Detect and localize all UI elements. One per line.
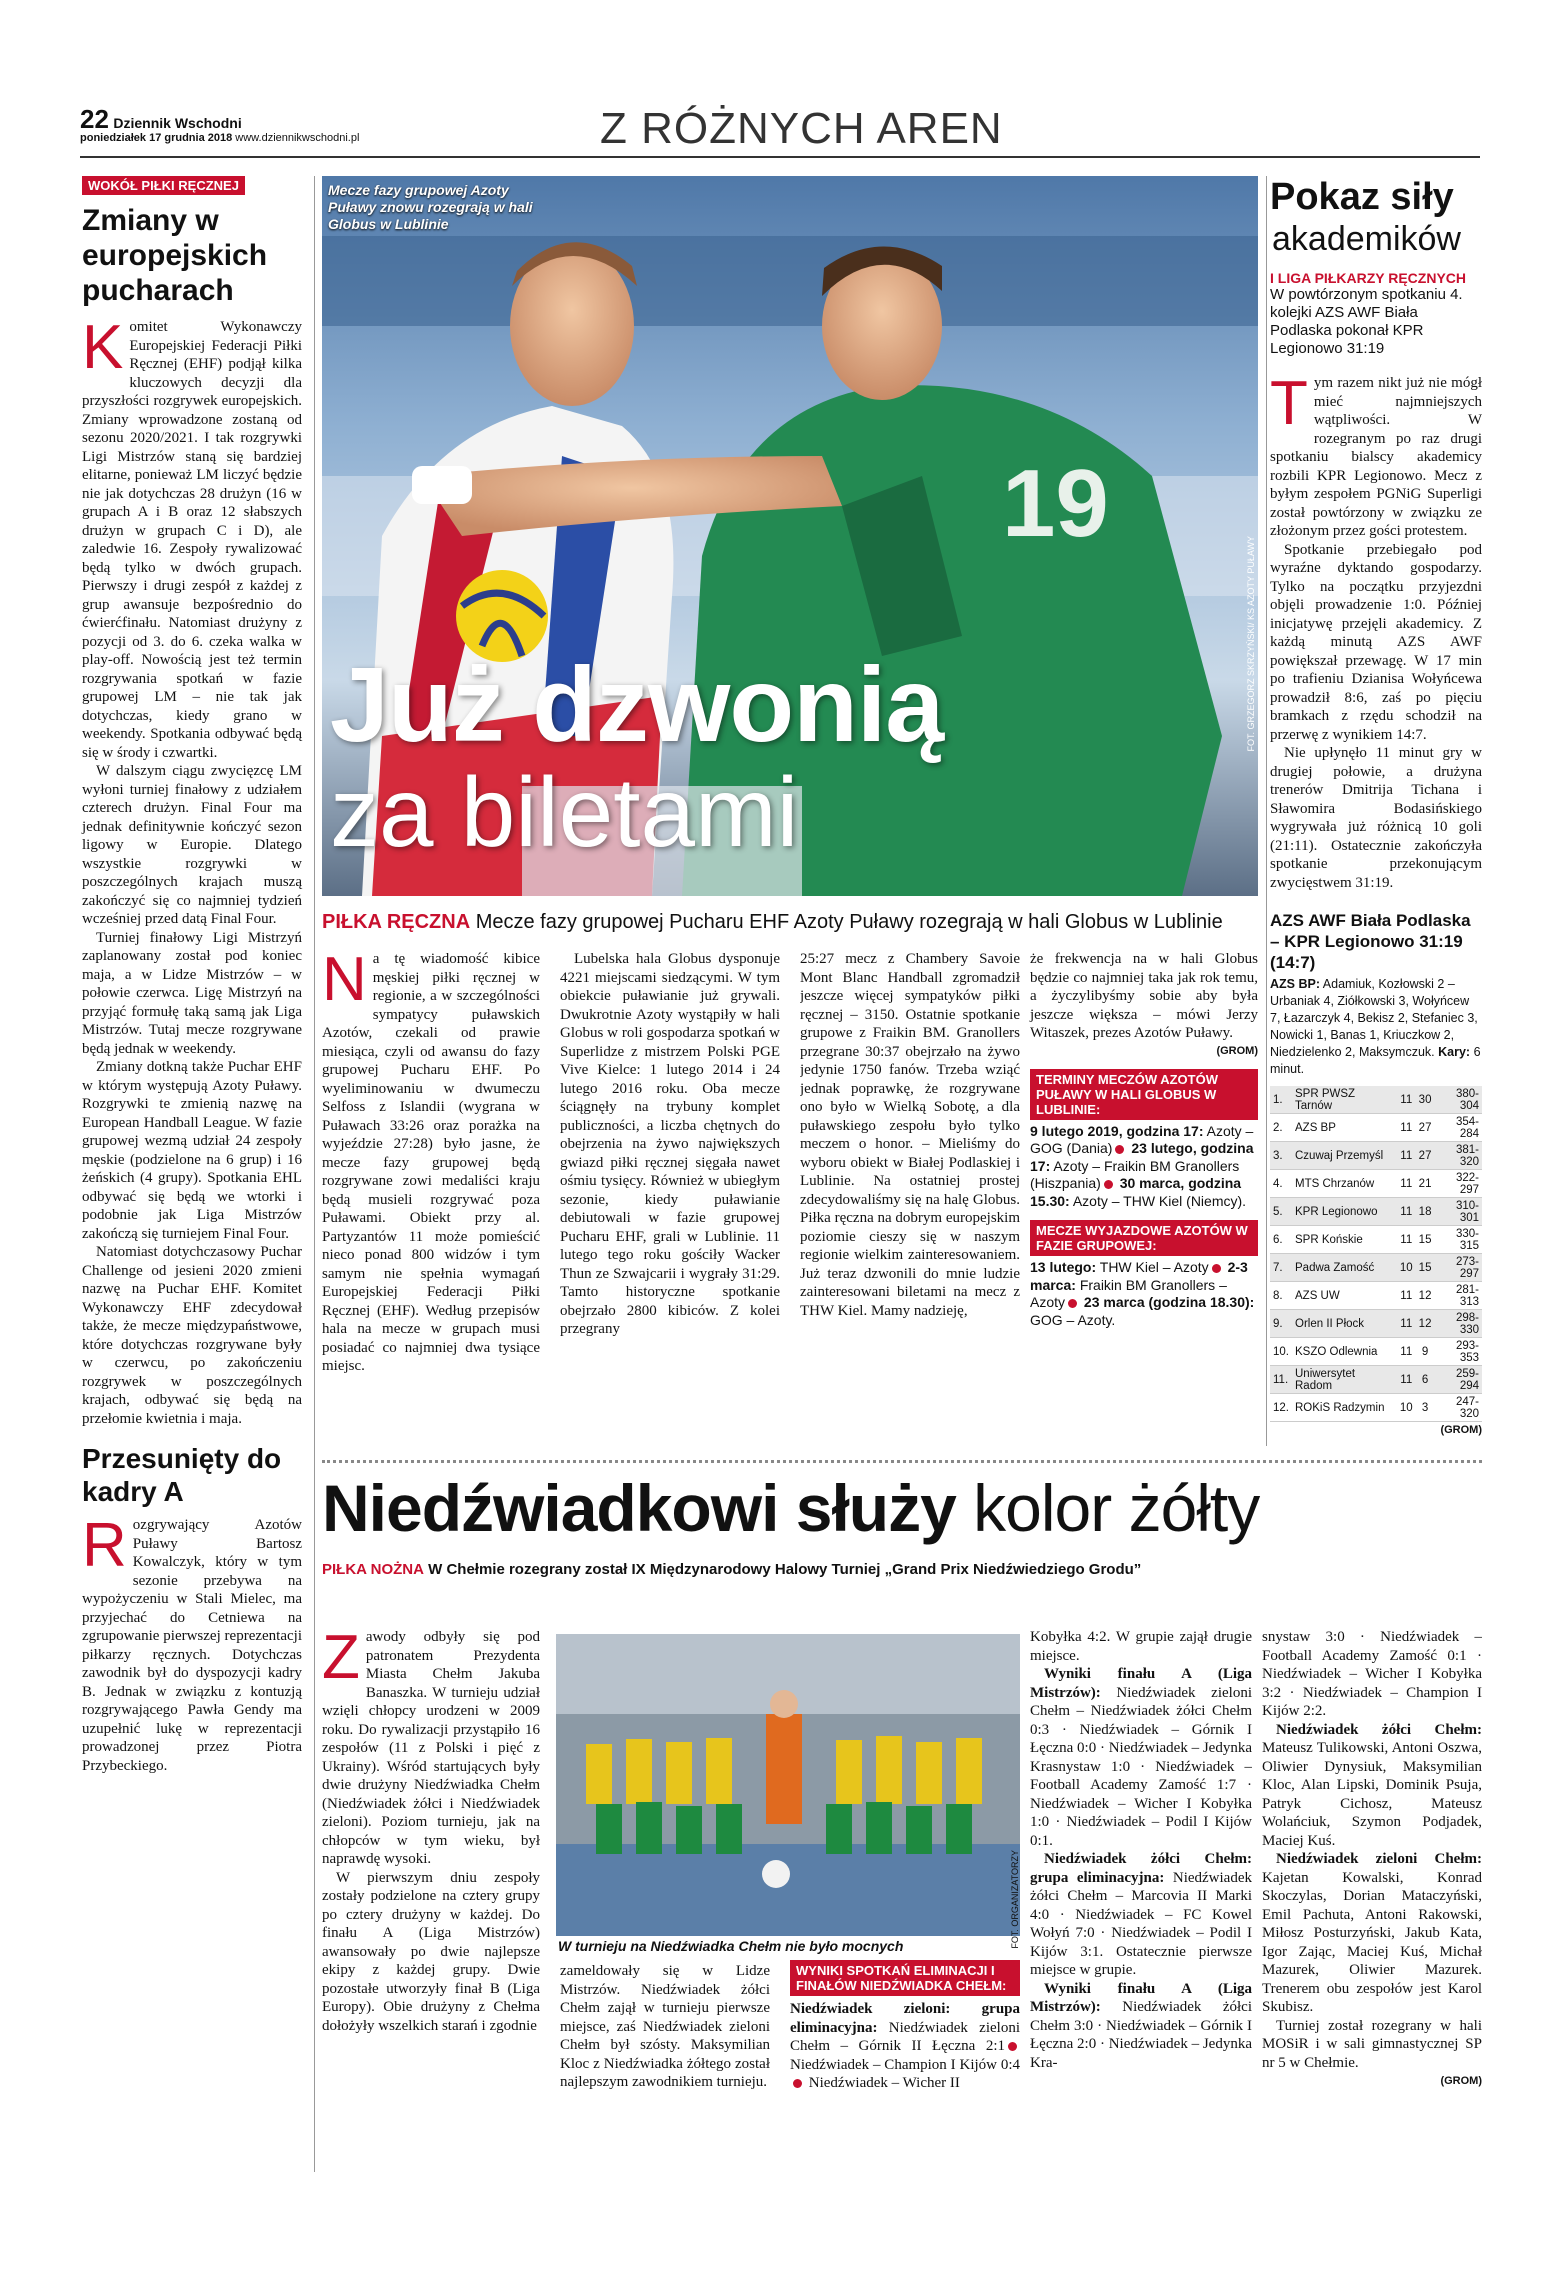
bottom-lead-text: W Chełmie rozegrany został IX Międzynarodowy Halowy Turniej „Grand Prix Niedźwiedziego Grodu” (428, 1561, 1142, 1578)
term-date: 30 marca, godzina 15.30: (1030, 1175, 1242, 1209)
bullet-icon (1008, 2042, 1017, 2051)
lineup-label: AZS BP: (1270, 977, 1320, 991)
table-cell: KSZO Odlewnia (1292, 1338, 1397, 1366)
paragraph: a tę wiadomość kibice męskiej piłki ręcznej w regionie, a w szczególności sympatycy puławskich Azotów, czekali od prawie miesiąca, czyli od awansu do fazy grupowej Pucharu EHF. Po wyeliminowaniu w dwumeczu Selfoss z Islandii (wygrana w Puławach 33:26 oraz porażka na wyjeździe 27:28) było jasne, że mecze fazy grupowej będą rozgrywane zowi medaliści kraju będą musieli rozgrywać poza Puławami. Obiekt przy al. Partyzantów 11 może pomieścić nieco ponad 800 widzów i tym samym nie spełnia wymagań Europejskiej Federacji Piłki Ręcznej (EHF). Według przepisów hala na mecze w grupach musi posiadać co najmniej dwa tysiące miejsc. (322, 951, 540, 1374)
table-cell: ROKiS Radzymin (1292, 1394, 1397, 1422)
table-row (1270, 1114, 1482, 1142)
main-col-3 (800, 950, 1020, 1490)
bottom-headline-light: kolor żółty (973, 1471, 1260, 1545)
term-match: GOG – Azoty. (1030, 1311, 1116, 1328)
term-date: 13 lutego: (1030, 1259, 1097, 1275)
box-away-title: MECZE WYJAZDOWE AZOTÓW W FAZIE GRUPOWEJ: (1030, 1220, 1258, 1256)
squad-label: Niedźwiadek żółci Chełm: (1276, 1721, 1482, 1738)
results-group: grupa eliminacyjna: (790, 2001, 1020, 2036)
paragraph: snystaw 3:0 · Niedźwiadek – Football Academy Zamość 0:1 · Niedźwiadek – Wicher I Kobyłka 3:2 · Niedźwiadek – Champion I Kijów 2:2. (1262, 1629, 1482, 1719)
table-cell: 322-297 (1434, 1170, 1482, 1198)
table-cell: SPR PWSZ Tarnów (1292, 1086, 1397, 1114)
table-cell: 7. (1270, 1254, 1292, 1282)
table-cell: 10. (1270, 1338, 1292, 1366)
section-title: Z RÓŻNYCH AREN (600, 104, 1003, 153)
main-col-4 (1030, 950, 1258, 1329)
box-terms (1030, 1123, 1258, 1211)
team-photo (556, 1634, 1020, 1936)
page-header (80, 102, 1480, 158)
signature: (GROM) (1216, 1044, 1258, 1057)
right-headline: Pokaz siły (1270, 176, 1454, 218)
table-cell: AZS UW (1292, 1282, 1397, 1310)
right-tag: I LIGA PIŁKARZY RĘCZNYCH (1270, 270, 1467, 286)
paragraph: Turniej finałowy Ligi Mistrzyń zaplanowany został pod koniec maja, a w Lidze Mistrzów – w połowie czerwca. Ligę Mistrzyń na przyjąć formułę taką samą jak Liga Mistrzów. Tutaj mecze rozgrywane będą jednak w weekendy. (82, 929, 302, 1057)
table-cell: 30 (1416, 1086, 1435, 1114)
main-lead (322, 910, 1258, 934)
table-cell: 2. (1270, 1114, 1292, 1142)
table-cell: 11 (1397, 1142, 1416, 1170)
bottom-headline-bold: Niedźwiadkowi służy (322, 1471, 956, 1545)
table-cell: 10 (1397, 1254, 1416, 1282)
term-date: 23 marca (godzina 18.30): (1083, 1294, 1255, 1310)
table-cell: 12 (1416, 1310, 1435, 1338)
penalty-text: 6 minut. (1270, 1045, 1481, 1076)
term-date: 2-3 marca: (1030, 1259, 1248, 1293)
paragraph: że frekwencja na w hali Globus będzie co najmniej taka jak rok temu, a życzylibyśmy sobie aby była jeszcze większa – mówi Jerzy Witaszek, prezes Azotów Puławy. (1030, 951, 1258, 1041)
dropcap: K (82, 313, 124, 382)
box-terms-title: TERMINY MECZÓW AZOTÓW PUŁAWY W HALI GLOBUS W LUBLINIE: (1030, 1069, 1258, 1120)
table-row (1270, 1394, 1482, 1422)
bullet-icon (1068, 1299, 1077, 1308)
article-headline: Zmiany w europejskich pucharach (82, 204, 268, 307)
table-row (1270, 1170, 1482, 1198)
penalty-label: Kary: (1438, 1045, 1471, 1059)
table-row (1270, 1142, 1482, 1170)
table-cell: 330-315 (1434, 1226, 1482, 1254)
main-headline-line1: Już dzwonią (330, 646, 944, 764)
squad-label: Niedźwiadek zieloni Chełm: (1276, 1851, 1482, 1867)
bottom-lead (322, 1560, 1482, 1580)
main-col-2 (560, 950, 780, 1490)
table-cell: 11 (1397, 1170, 1416, 1198)
finals-text: Niedźwiadek zieloni Chełm – Niedźwiadek żółci Chełm 0:3 · Niedźwiadek – Górnik I Łęczna 0:0 · Niedźwiadek – Jedynka Krasnystaw 1:0 · Niedźwiadek – Football Academy Zamość 1:7 · Niedźwiadek – Wicher I Kobyłka 1:0 · Niedźwiadek – Podil I Kijów 0:1. (1030, 1684, 1252, 1849)
table-cell: MTS Chrzanów (1292, 1170, 1397, 1198)
signature: (GROM) (1440, 1424, 1482, 1436)
left-column (82, 176, 302, 1775)
table-cell: 21 (1416, 1170, 1435, 1198)
result-title: AZS AWF Biała Podlaska – KPR Legionowo 31:19 (14:7) (1270, 911, 1471, 972)
results-sub: Niedźwiadek zieloni: (790, 2001, 951, 2017)
table-cell: 15 (1416, 1254, 1435, 1282)
lineup (1270, 976, 1482, 1078)
table-row (1270, 1198, 1482, 1226)
finals-text: Niedźwiadek żółci Chełm 3:0 · Niedźwiadek – Górnik I Łęczna 2:0 · Niedźwiadek – Jedynka Kra- (1030, 1999, 1252, 2071)
site-url: www.dziennikwschodni.pl (235, 132, 360, 144)
photo-caption: Mecze fazy grupowej Azoty Puławy znowu rozegrają w hali Globus w Lublinie (328, 182, 533, 232)
table-cell: 293-353 (1434, 1338, 1482, 1366)
bullet-icon (1212, 1264, 1221, 1273)
paragraph: ozgrywający Azotów Puławy Bartosz Kowalczyk, który w tym sezonie przebywa na wypożyczeniu w Stali Mielec, ma przyjechać do Cetniewa na zgrupowanie pierwszej reprezentacji piłkarzy ręcznych. Dotychczas zawodnik był do dyspozycji kadry B. Jednak w związku z kontuzją rozgrywającego Pawła Gendy ma uzupełnić lukę w reprezentacji prowadzonej przez Piotra Przybeckiego. (82, 1517, 302, 1774)
table-cell: SPR Końskie (1292, 1226, 1397, 1254)
paragraph: awody odbyły się pod patronatem Prezydenta Miasta Chełm Jakuba Banaszka. W turnieju udział wzięli chłopcy urodzeni w 2009 roku. Do rywalizacji przystąpiło 16 zespołów (11 z Polski i pięć z Ukrainy). Wśród startujących były dwie drużyny Niedźwiadka Chełm (Niedźwiadek żółci i Niedźwiadek zieloni). Poziom turnieju, jak na chłopców w tym wieku, był naprawdę wysoki. (322, 1629, 540, 1867)
paragraph: Natomiast dotychczasowy Puchar Challenge od jesieni 2020 zmieni nazwę na Puchar EHF. Komitet Wykonawczy EHF zdecydował także, że mecze międzypaństwowe, które dotychczas rozgrywane były w czerwcu, po zakończeniu rozgrywek w poszczególnych krajach, odbywać się będą na przełomie kwietnia i maja. (82, 1244, 302, 1427)
term-match: THW Kiel – Azoty (1099, 1259, 1209, 1275)
table-cell: 259-294 (1434, 1366, 1482, 1394)
paragraph: ym razem nikt już nie mógł mieć najmniejszych wątpliwości. W rozegranym po raz drugi spotkaniu bialscy akademicy rozbili KPR Legionowo. Mecz z byłym zespołem PGNiG Superligi został powtórzony w związku ze złożonym przez gości protestem. (1270, 375, 1482, 539)
table-row (1270, 1310, 1482, 1338)
bullet-icon (793, 2079, 802, 2088)
dropcap: N (322, 950, 367, 1014)
table-cell: 11 (1397, 1366, 1416, 1394)
issue-date: poniedziałek 17 grudnia 2018 (80, 132, 233, 144)
table-cell: 310-301 (1434, 1198, 1482, 1226)
main-photo (322, 176, 1258, 896)
table-cell: Czuwaj Przemyśl (1292, 1142, 1397, 1170)
table-cell: AZS BP (1292, 1114, 1397, 1142)
paragraph: Spotkanie przebiegało pod wyraźne dyktando gospodarzy. Tylko na początku przyjezdni objęli prowadzenie 1:0. Później inicjatywę przejęli akademicy. Z każdą minutą AZS AWF powiększał przewagę. W 17 min po trafieniu Dzianisa Wołyńcewa prowadził 8:6, zaś po pięciu bramkach z rzędu schodził na przerwę z wynikiem 14:7. (1270, 541, 1482, 743)
bottom-col-3 (1030, 1628, 1252, 2168)
dropcap: R (82, 1511, 127, 1580)
main-lead-text: Mecze fazy grupowej Pucharu EHF Azoty Puławy rozegrają w hali Globus w Lublinie (475, 911, 1223, 933)
table-cell: 247-320 (1434, 1394, 1482, 1422)
table-row (1270, 1282, 1482, 1310)
league-table (1270, 1086, 1482, 1422)
section-tag: WOKÓŁ PIŁKI RĘCZNEJ (82, 176, 245, 195)
dropcap: Z (322, 1628, 360, 1692)
table-row (1270, 1226, 1482, 1254)
bottom-col-2 (560, 1962, 770, 2092)
term-date: 23 lutego, godzina 17: (1030, 1140, 1254, 1174)
term-match: Azoty – THW Kiel (Niemcy). (1072, 1192, 1247, 1209)
paragraph: 25:27 mecz z Chambery Savoie Mont Blanc Handball zgromadził jeszcze więcej sympatyków piłki ręcznej – 3150. Ostatnie spotkanie grupowe z Fraikin BM. Granollers przegrane 30:37 obejrzało na żywo jedynie 1750 fanów. Trzeba wziąć jednak poprawkę, że rozgrywane ono było w Wielką Sobotę, a dla puławskiego zespołu było tylko meczem o honor. – Mieliśmy do wyboru obiekt w Białej Podlaskiej i Lublinie. Na ostatniej prostej zdecydowaliśmy się na halę Globus. Piłka ręczna na dobrym europejskim poziomie cieszy się w naszym regionie wielkim zainteresowaniem. Już teraz dzwonili do mnie ludzie zainteresowani biletami na mecz z THW Kiel. Mamy nadzieję, (800, 951, 1020, 1319)
table-row (1270, 1338, 1482, 1366)
paragraph: zameldowały się w Lidze Mistrzów. Niedźwiadek żółci Chełm zajął w turnieju pierwsze miejsce, zaś Niedźwiadek zieloni Chełm był szósty. Maksymilian Kloc z Niedźwiadka żółtego został najlepszym zawodnikiem turnieju. (560, 1963, 770, 2090)
table-cell: 11 (1397, 1226, 1416, 1254)
table-cell: 10 (1397, 1394, 1416, 1422)
right-headline-sub: akademików (1272, 220, 1461, 258)
table-cell: 381-320 (1434, 1142, 1482, 1170)
page-number: 22 (80, 104, 109, 134)
paragraph: Zmiany dotkną także Puchar EHF w którym występują Azoty Puławy. Rozgrywki te zmienią nazwę na European Handball League. W fazie grupowej wezmą udział 24 zespoły męskie (podzielone na 6 grup) i 16 żeńskich (4 grupy). Spotkania EHL odbywać się będą we wtorki i podobnie jak Liga Mistrzów zakończą się turniejem Final Four. (82, 1059, 302, 1242)
table-cell: 1. (1270, 1086, 1292, 1114)
bullet-icon (1115, 1145, 1124, 1154)
table-cell: 11 (1397, 1114, 1416, 1142)
table-cell: Padwa Zamość (1292, 1254, 1397, 1282)
paragraph: W dalszym ciągu zwycięzcę LM wyłoni turniej finałowy z udziałem czterech drużyn. Final Four ma jednak definitywnie kończyć sezon ligowy w Europie. Dlatego wszystkie rozgrywki w poszczególnych krajach muszą zakończyć się co najmniej tydzień wcześniej przed datą Final Four. (82, 763, 302, 927)
paragraph: omitet Wykonawczy Europejskiej Federacji Piłki Ręcznej (EHF) podjął kilka kluczowych decyzji dla przyszłości rozgrywek europejskich. Zmiany wprowadzone zostaną od sezonu 2020/2021. I tak rozgrywki Ligi Mistrzów staną się bardziej elitarne, ponieważ LM liczyć będzie nie jak dotychczas 28 drużyn (16 w grupach A i B oraz 12 słabszych drużyn w grupach C i D), ale zaledwie 16. Zespoły rywalizować będą tylko w dwóch grupach. Pierwszy i drugi zespół z każdej z grup awansuje bezpośrednio do ćwierćfinału. Natomiast drużyny z pozycji od 3. do 6. czeka walka w play-off. Nowością jest też termin rozgrywania spotkań w fazie grupowej LM – nie tak jak dotychczas, kiedy grano w weekendy. Spotkania odbywać będą się w środy i czwartki. (82, 319, 302, 761)
table-cell: 298-330 (1434, 1310, 1482, 1338)
finals-label: Wyniki finału A (Liga Mistrzów): (1030, 1666, 1252, 1701)
table-cell: Uniwersytet Radom (1292, 1366, 1397, 1394)
term-match: Azoty – Fraikin BM Granollers (Hiszpania) (1030, 1157, 1240, 1191)
bottom-col-1 (322, 1628, 540, 2158)
results-text: Niedźwiadek zieloni Chełm – Górnik II Łęczna 2:1 (790, 2019, 1021, 2054)
table-cell: 6 (1416, 1366, 1435, 1394)
paragraph: Turniej został rozegrany w hali MOSiR i w sali gimnastycznej SP nr 5 w Chełmie. (1262, 2017, 1482, 2071)
bottom-col-4 (1262, 1628, 1482, 2168)
bullet-icon (1104, 1180, 1113, 1189)
table-cell: 9 (1416, 1338, 1435, 1366)
right-lead: W powtórzonym spotkaniu 4. kolejki AZS AWF Biała Podlaska pokonał KPR Legionowo 31:19 (1270, 286, 1463, 357)
team-photo-caption: W turnieju na Niedźwiadka Chełm nie było mocnych (558, 1938, 904, 1954)
results-text: Niedźwiadek – Champion I Kijów 0:4 (790, 2056, 1020, 2073)
results-text: Niedźwiadek – Wicher II (808, 2075, 960, 2091)
team-photo-image (556, 1634, 1020, 1936)
term-match: Fraikin BM Granollers – Azoty (1030, 1276, 1227, 1310)
paragraph: W pierwszym dniu zespoły zostały podzielone na cztery grupy po cztery drużyny w każdej. Do finału A (Liga Mistrzów) awansowały po dwie najlepsze ekipy z każdej grupy. Dwie pozostałe utworzyły finał B (Liga Europy). Obie drużyny z Chełma dołożyły wszelkich starań i zgodnie (322, 1869, 540, 2034)
bottom-kicker: PIŁKA NOŻNA (322, 1561, 424, 1578)
right-column (1270, 176, 1482, 1436)
table-cell: 3 (1416, 1394, 1435, 1422)
table-row (1270, 1254, 1482, 1282)
table-cell: 11 (1397, 1310, 1416, 1338)
table-cell: 11 (1397, 1198, 1416, 1226)
paragraph: Lubelska hala Globus dysponuje 4221 miejscami siedzącymi. W tym obiekcie puławianie już grywali. Dwukrotnie Azoty wystąpiły w hali Globus w roli gospodarza spotkań w Superlidze z mistrzem Polski PGE Vive Kielce: 1 lutego 2014 i 24 lutego 2016 roku. Oba mecze ściągnęły na trybuny komplet publiczności, a liczba chętnych do obejrzenia na żywo największych gwiazd piłki ręcznej sięgała nawet ośmiu tysięcy. Również w ubiegłym sezonie, kiedy puławianie debiutowali w fazie grupowej Pucharu EHF, grali w Lublinie. 11 lutego tego roku gościły Wacker Thun ze Szwajcarii i wygrały 31:29. Tamto historyczne spotkanie obejrzało 2800 kibiców. Z kolei przegrany (560, 951, 780, 1337)
table-row (1270, 1366, 1482, 1394)
table-cell: 3. (1270, 1142, 1292, 1170)
table-cell: 354-284 (1434, 1114, 1482, 1142)
squad-text: Kajetan Kowalski, Konrad Skoczylas, Dorian Mataczyński, Emil Pachuta, Antoni Rakowski, Miłosz Posturzyński, Jakub Kata, Igor Zając, Maciej Kuś, Michał Mazurek, Oliwier Mazurek. Trenerem obu zespołów jest Karol Skubisz. (1262, 1869, 1482, 2015)
bottom-headline (322, 1468, 1482, 1548)
table-cell: 5. (1270, 1198, 1292, 1226)
main-col-1 (322, 950, 540, 1490)
table-cell: 11 (1397, 1282, 1416, 1310)
team-photo-credit: FOT. ORGANIZATORZY (1010, 1850, 1020, 1949)
table-cell: 9. (1270, 1310, 1292, 1338)
main-headline-line2: za biletami (330, 757, 799, 867)
table-row (1270, 1086, 1482, 1114)
table-cell: 6. (1270, 1226, 1292, 1254)
table-cell: 11. (1270, 1366, 1292, 1394)
term-match: Azoty – GOG (Dania) (1030, 1122, 1254, 1156)
squad-text: Mateusz Tulikowski, Antoni Oszwa, Oliwier Dynysiuk, Maksymilian Kloc, Alan Lipski, Dominik Psuja, Patryk Cichosz, Mateusz Wolańciuk, Szymon Podjadek, Maciej Kuś. (1262, 1740, 1482, 1849)
table-cell: KPR Legionowo (1292, 1198, 1397, 1226)
dropcap: T (1270, 369, 1308, 438)
signature: (GROM) (1440, 2075, 1482, 2087)
term-date: 9 lutego 2019, godzina 17: (1030, 1122, 1204, 1139)
sub-headline: Przesunięty do kadry A (82, 1443, 282, 1507)
table-cell: 15 (1416, 1226, 1435, 1254)
box-away (1030, 1259, 1258, 1329)
photo-credit: FOT. GRZEGORZ SKRZYŃSKI/ KS AZOTY PUŁAWY (1246, 536, 1256, 752)
table-cell: 11 (1397, 1338, 1416, 1366)
table-cell: 281-313 (1434, 1282, 1482, 1310)
paragraph: Nie upłynęło 11 minut gry w drugiej połowie, a drużyna trenerów Dmitrija Tichana i Sławomira Bodasińskiego wygrywała już różnicą 10 goli (21:11). Ostatecznie zakończyła spotkanie przekonującym zwycięstwem 31:19. (1270, 745, 1482, 891)
table-cell: 27 (1416, 1114, 1435, 1142)
finals-label: Wyniki finału A (Liga Mistrzów): (1030, 1980, 1252, 2015)
bottom-results-box (790, 1960, 1020, 2093)
main-kicker: PIŁKA RĘCZNA (322, 911, 471, 933)
table-cell: 12. (1270, 1394, 1292, 1422)
lineup-text: Adamiuk, Kozłowski 2 – Urbaniak 4, Ziółkowski 3, Wołyńcew 7, Łazarczyk 4, Bekisz 2, Stefaniec 3, Nowicki 1, Banas 1, Kriuczkow 2, Niedzielenko 2, Maksymczuk. (1270, 977, 1478, 1059)
group-text: Niedźwiadek żółci Chełm – Marcovia II Marki 4:0 · Niedźwiadek – FC Kowel Wołyń 7:0 · Niedźwiadek – Podil I Kijów 3:1. Ostatecznie pierwsze miejsce w grupie. (1030, 1869, 1252, 1978)
table-cell: Orlen II Płock (1292, 1310, 1397, 1338)
table-cell: 273-297 (1434, 1254, 1482, 1282)
table-cell: 380-304 (1434, 1086, 1482, 1114)
table-cell: 27 (1416, 1142, 1435, 1170)
paragraph: Kobyłka 4:2. W grupie zajął drugie miejsce. (1030, 1629, 1252, 1664)
paper-name: Dziennik Wschodni (113, 115, 242, 131)
table-cell: 18 (1416, 1198, 1435, 1226)
table-cell: 4. (1270, 1170, 1292, 1198)
table-cell: 12 (1416, 1282, 1435, 1310)
table-cell: 11 (1397, 1086, 1416, 1114)
table-cell: 8. (1270, 1282, 1292, 1310)
group-label: Niedźwiadek żółci Chełm: grupa eliminacyjna: (1030, 1851, 1252, 1886)
results-box-title: WYNIKI SPOTKAŃ ELIMINACJI I FINAŁÓW NIEDŹWIADKA CHEŁM: (790, 1960, 1020, 1996)
svg-text:19: 19 (1002, 450, 1109, 557)
